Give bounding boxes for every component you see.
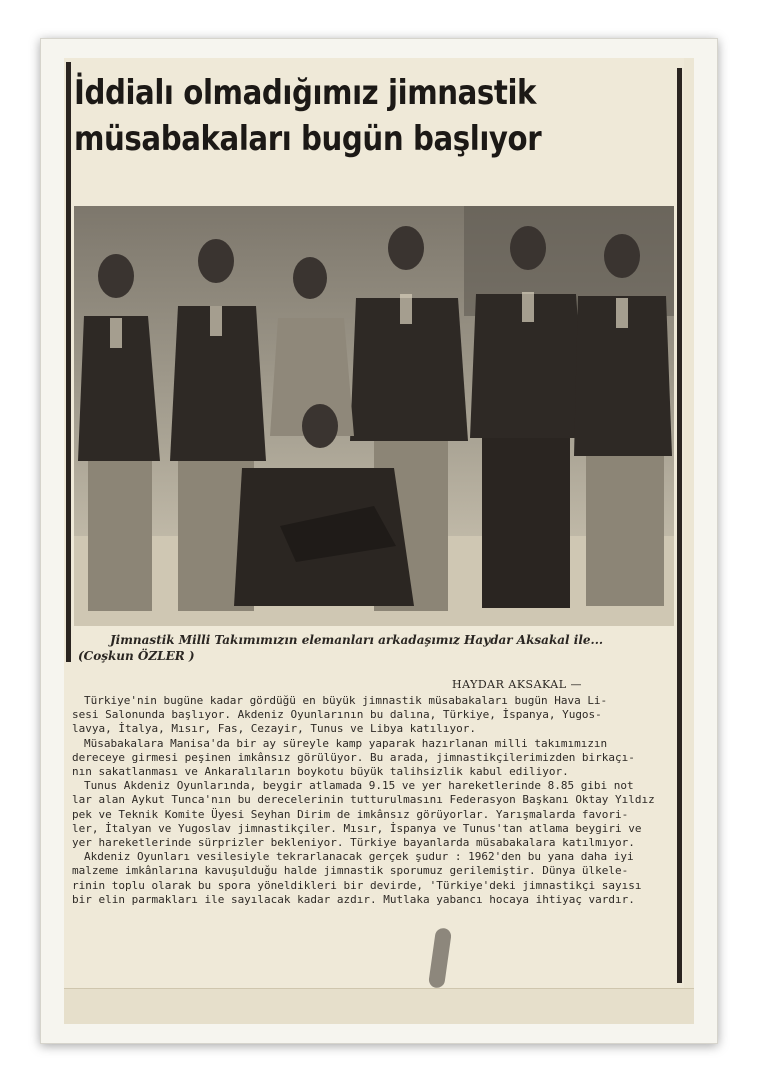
headline — [74, 70, 590, 162]
article-line: Müsabakalara Manisa'da bir ay süreyle kamp yaparak hazırlanan milli takımımızın — [84, 736, 608, 750]
article-line: rinin toplu olarak bu spora yöneldikleri bir devirde, 'Türkiye'deki jimnastikçi sayısı — [72, 878, 642, 892]
article-line: dereceye girmesi peşinen imkânsız görülüyor. Bu arada, jimnastikçilerimizden birkaçı- — [72, 750, 635, 764]
article-line: bir elin parmakları ile sayılacak kadar azdır. Mutlaka yabancı hocaya ihtiyaç vardır. — [72, 892, 635, 906]
left-column-rule — [66, 62, 71, 662]
article-line: pek ve Teknik Komite Üyesi Seyhan Dirim de imkânsız görüyorlar. Yarışmalarda favori- — [72, 807, 629, 821]
headline-line-2: müsabakaları bugün başlıyor — [74, 119, 542, 159]
article-line: lar alan Aykut Tunca'nın bu derecelerinin tutturulmasını Federasyon Başkanı Oktay Yıldız — [72, 793, 655, 807]
article-body — [72, 694, 672, 907]
caption-credit: (Coşkun ÖZLER ) — [78, 649, 195, 663]
caption-line-1: Jimnastik Milli Takımımızın elemanları arkadaşımız Haydar Aksakal ile... — [110, 633, 604, 647]
article-line: Tunus Akdeniz Oyunlarında, beygir atlamada 9.15 ve yer hareketlerinde 8.85 gibi not — [84, 779, 634, 793]
right-column-rule — [677, 68, 682, 983]
team-photo-figures — [74, 206, 674, 626]
team-photo — [74, 206, 674, 626]
article-line: malzeme imkânlarına kavuşulduğu halde jimnastik sporumuz gerilemiştir. Dünya ülkele- — [72, 864, 629, 878]
article-line: nın sakatlanması ve Ankaralıların boykotu büyük talihsizlik kabul ediliyor. — [72, 765, 569, 779]
article-line: sesi Salonunda başlıyor. Akdeniz Oyunlarının bu dalına, Türkiye, İspanya, Yugos- — [72, 708, 602, 722]
article-line: Akdeniz Oyunları vesilesiyle tekrarlanacak gerçek şudur : 1962'den bu yana daha iyi — [84, 850, 634, 864]
photo-caption — [78, 632, 678, 664]
byline: HAYDAR AKSAKAL — — [452, 678, 583, 691]
newspaper-clipping — [64, 58, 694, 1024]
article-line: Türkiye'nin bugüne kadar gördüğü en büyük jimnastik müsabakaları bugün Hava Li- — [84, 694, 608, 707]
article-line: yer hareketlerinde sürprizler bekleniyor. Türkiye bayanlarda müsabakalara katılmıyor. — [72, 836, 635, 850]
paper-bottom-edge — [64, 988, 694, 1024]
article-line: ler, İtalyan ve Yugoslav jimnastikçiler. Mısır, İspanya ve Tunus'tan atlama beygiri ve — [72, 821, 642, 835]
article-line: lavya, İtalya, Mısır, Fas, Cezayir, Tunus ve Libya katılıyor. — [72, 722, 476, 736]
headline-line-1: İddialı olmadığımız jimnastik — [74, 73, 537, 113]
